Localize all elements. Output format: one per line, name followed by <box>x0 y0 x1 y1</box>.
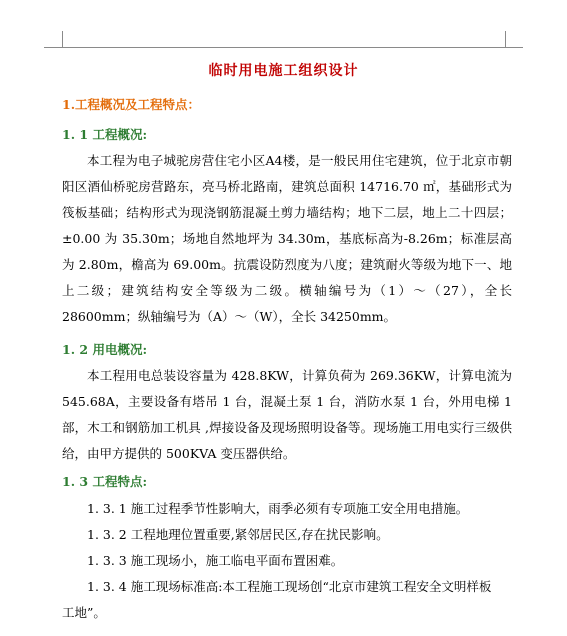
section-heading: 1.工程概况及工程特点： <box>62 97 201 112</box>
subsection-heading-power: 1. 2 用电概况: <box>62 342 148 357</box>
feature-item: 1. 3. 1 施工过程季节性影响大，雨季必须有专项施工安全用电措施。 <box>87 501 469 516</box>
header-rule <box>62 47 506 48</box>
feature-item: 1. 3. 2 工程地理位置重要,紧邻居民区,存在扰民影响。 <box>87 527 389 542</box>
power-paragraph: 本工程用电总装设容量为 428.8KW，计算负荷为 269.36KW，计算电流为 545.68A，主要设备有塔吊 1 台，混凝土泵 1 台，消防水泵 1 台，外用电梯 1 部，木工和钢筋加工机具 ,焊接设备及现场照明设备等。现场施工用电实行三级供给，由甲方提供的 500KVA 变压器供给。 <box>62 368 512 461</box>
subsection-heading-features: 1. 3 工程特点: <box>62 474 148 489</box>
left-corner-tick <box>44 47 62 48</box>
left-corner-mark <box>62 31 63 48</box>
right-corner-mark <box>505 31 506 48</box>
feature-item-continuation: 工地”。 <box>62 605 106 620</box>
subsection-heading-overview: 1. 1 工程概况: <box>62 127 148 142</box>
document-title: 临时用电施工组织设计 <box>208 63 359 79</box>
right-corner-tick <box>505 47 523 48</box>
feature-item: 1. 3. 4 施工现场标准高:本工程施工现场创“北京市建筑工程安全文明样板 <box>87 579 492 594</box>
overview-paragraph: 本工程为电子城驼房营住宅小区A4楼，是一般民用住宅建筑，位于北京市朝阳区酒仙桥驼房营路东，亮马桥北路南，建筑总面积 14716.70 ㎡，基础形式为筏板基础；结构形式为现浇钢筋混凝土剪力墙结构；地下二层，地上二十四层；±0.00 为 35.30m；场地自然地坪为 34.30m，基底标高为-8.26m；标准层高为 2.80m，檐高为 69.00m。抗震设防烈度为八度；建筑耐火等级为地下一、地上二级；建筑结构安全等级为二级。横轴编号为（1）～（27），全长 28600mm；纵轴编号为（A）～（W），全长 34250mm。 <box>62 153 512 324</box>
feature-item: 1. 3. 3 施工现场小，施工临电平面布置困难。 <box>87 553 344 568</box>
